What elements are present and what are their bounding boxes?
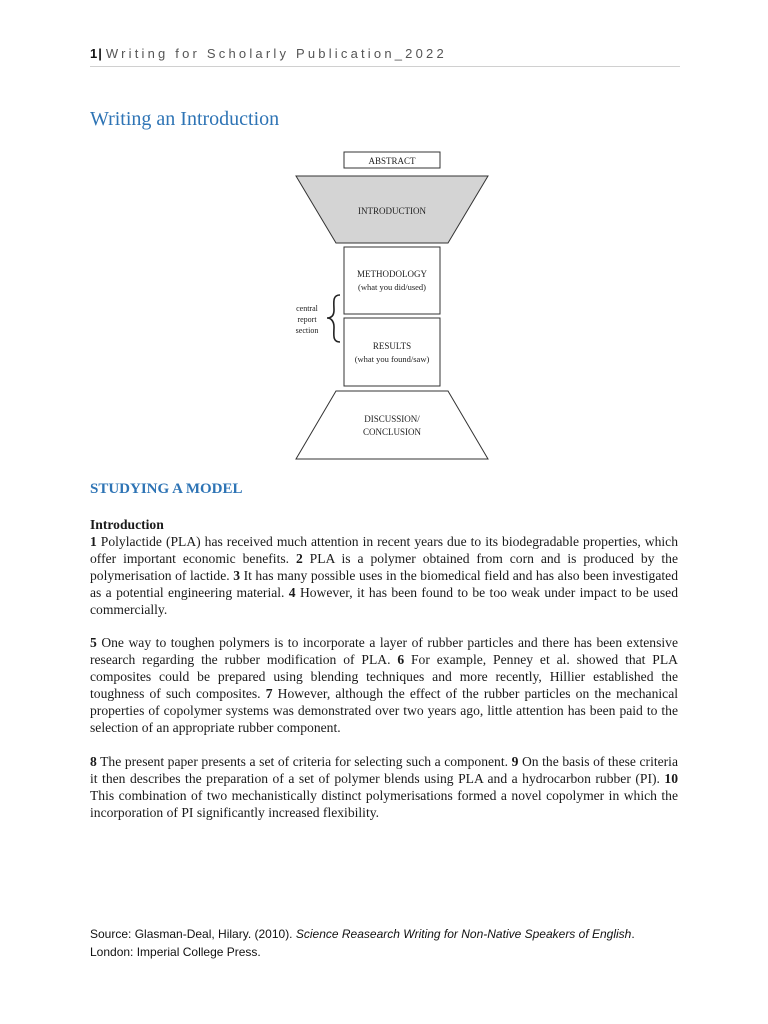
side-label-report: report: [297, 315, 317, 324]
sentence-number: 9: [511, 753, 519, 769]
sentence-number: 10: [664, 770, 678, 786]
citation-book-title: Science Reasearch Writing for Non-Native Speakers of English: [295, 927, 632, 941]
paragraph-2: [90, 635, 678, 736]
abstract-label: ABSTRACT: [368, 156, 416, 166]
page-title: Writing an Introduction: [90, 108, 280, 130]
sentence-number: 1: [90, 533, 97, 549]
results-sublabel: (what you found/saw): [354, 354, 430, 364]
sentence-number: 7: [265, 686, 273, 702]
header-separator: |: [98, 46, 102, 61]
methodology-sublabel: (what you did/used): [358, 282, 426, 292]
introduction-label: INTRODUCTION: [358, 206, 426, 216]
discussion-label-line2: CONCLUSION: [362, 427, 422, 437]
methodology-label: METHODOLOGY: [357, 269, 427, 279]
sentence: PLA is a polymer obtained from corn and is produced by the polymerisation of lactide.: [90, 550, 678, 583]
sentence-number: 4: [288, 584, 296, 600]
discussion-label-line1: DISCUSSION/: [364, 414, 420, 424]
running-header: [90, 46, 680, 67]
side-label-section: section: [295, 326, 319, 335]
sentence: Polylactide (PLA) has received much attention in recent years due to its biodegradable properties, which offer important economic benefits.: [90, 533, 678, 566]
citation-publisher: London: Imperial College Press.: [90, 945, 261, 959]
paragraph-1: [90, 534, 678, 619]
paragraph-3: [90, 754, 678, 822]
citation-suffix: .: [631, 927, 635, 941]
source-citation: [90, 925, 690, 961]
results-label: RESULTS: [372, 341, 412, 351]
sentence-number: 3: [233, 567, 240, 583]
sentence: For example, Penney et al. showed that PLA composites could be prepared using blending techniques and more recently, Hillier established the toughness of such composites.: [90, 652, 678, 702]
section-heading: STUDYING A MODEL: [90, 481, 243, 497]
page-number: 1: [90, 46, 98, 61]
sentence: It has many possible uses in the biomedical field and has also been investigated as a potential engineering material.: [90, 567, 678, 600]
side-label-central: central: [296, 304, 318, 313]
central-section-brace: [327, 295, 340, 342]
sentence: On the basis of these criteria it then describes the preparation of a set of polymer blends using PLA and a hydrocarbon rubber (PI).: [90, 753, 678, 786]
sentence-number: 8: [90, 753, 97, 769]
model-text: [90, 517, 678, 839]
sentence-number: 5: [90, 635, 97, 651]
subheading: Introduction: [90, 517, 164, 532]
sentence: This combination of two mechanistically distinct polymerisations formed a novel copolymer in which the incorporation of PI significantly increased flexibility.: [90, 787, 678, 820]
sentence-number: 2: [295, 550, 303, 566]
citation-prefix: Source: Glasman-Deal, Hilary. (2010).: [90, 927, 296, 941]
running-title: Writing for Scholarly Publication_2022: [105, 46, 447, 61]
sentence: One way to toughen polymers is to incorporate a layer of rubber particles and there has been extensive research regarding the rubber modification of PLA.: [90, 635, 678, 668]
results-box: [344, 318, 440, 386]
sentence: However, it has been found to be too weak under impact to be used commercially.: [90, 584, 678, 617]
sentence-number: 6: [397, 652, 405, 668]
sentence: However, although the effect of the rubber particles on the mechanical properties of copolymer systems was demonstrated over two years ago, little attention has been paid to the selection of an appropriate rubber component.: [90, 686, 678, 735]
paper-structure-diagram: [280, 148, 500, 468]
discussion-trapezoid: [296, 391, 488, 459]
methodology-box: [344, 247, 440, 314]
sentence: The present paper presents a set of criteria for selecting such a component.: [96, 753, 512, 769]
